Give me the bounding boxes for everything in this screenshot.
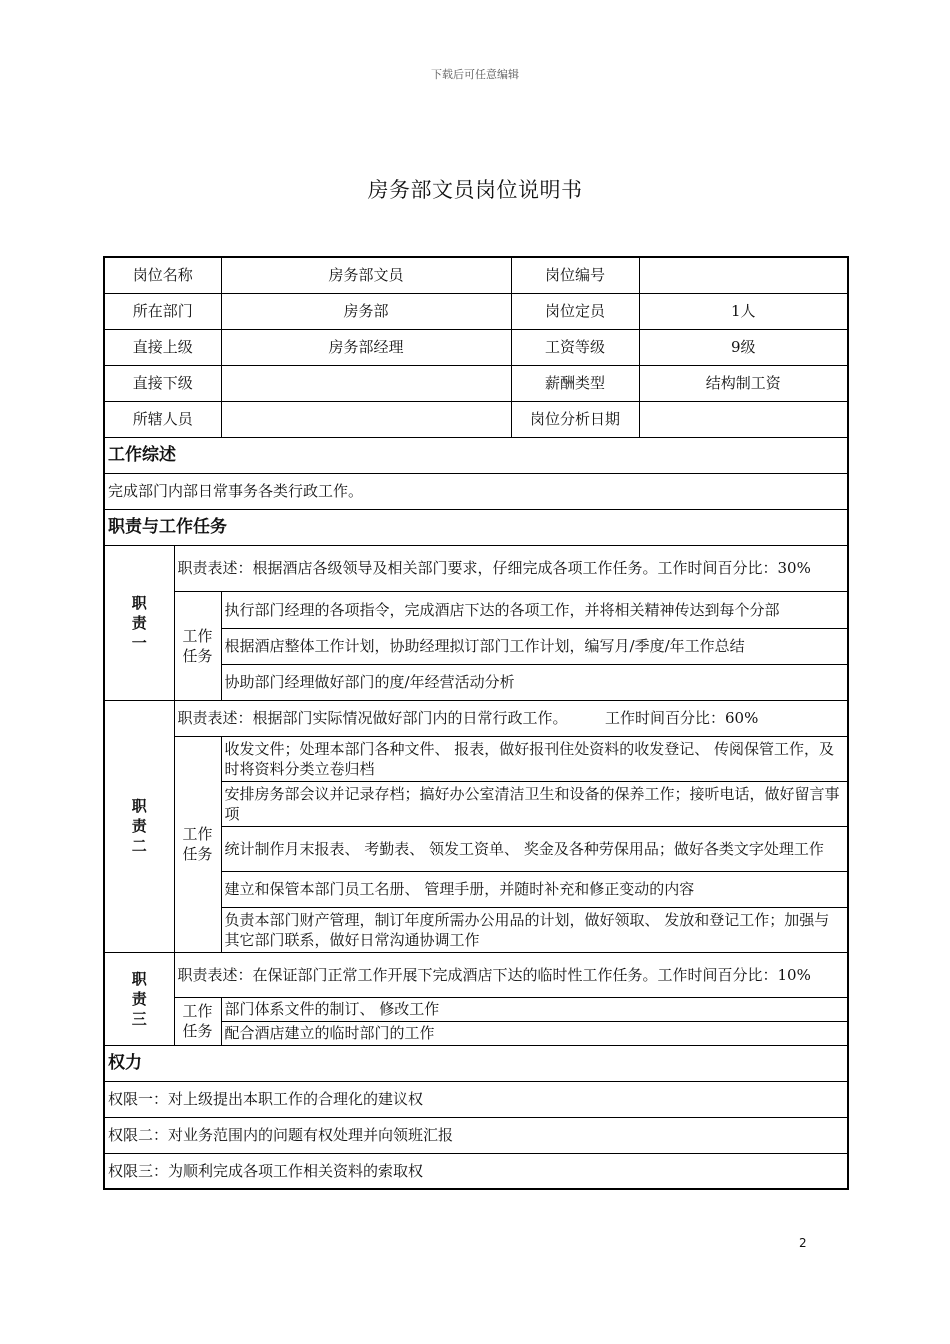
duty-3-label — [104, 952, 174, 1045]
duty-2-task: 安排房务部会议并记录存档；搞好办公室清洁卫生和设备的保养工作；接听电话，做好留言事项 — [221, 781, 848, 826]
job-description-table — [103, 256, 849, 1190]
grade-label: 工资等级 — [511, 329, 639, 365]
duty-1-label-char: 责 — [131, 613, 147, 632]
authority-item: 权限一：对上级提出本职工作的合理化的建议权 — [104, 1081, 848, 1117]
duty-1-label-char: 一 — [131, 633, 147, 652]
summary-text: 完成部门内部日常事务各类行政工作。 — [104, 473, 848, 509]
task-label-line: 工作 — [182, 825, 213, 843]
dept-label: 所在部门 — [104, 293, 221, 329]
authority-item: 权限二：对业务范围内的问题有权处理并向领班汇报 — [104, 1117, 848, 1153]
info-row — [104, 329, 848, 365]
info-row — [104, 365, 848, 401]
duty-3-task-label — [174, 997, 221, 1045]
page-title: 房务部文员岗位说明书 — [367, 178, 583, 202]
duty-1-task-label — [174, 591, 221, 700]
task-label-line: 任务 — [182, 646, 213, 665]
superior-value: 房务部经理 — [221, 329, 511, 365]
pay-type-value: 结构制工资 — [639, 365, 848, 401]
task-label-line: 工作 — [182, 626, 213, 645]
task-label-line: 任务 — [182, 1022, 213, 1040]
duty-2-task: 建立和保管本部门员工名册、 管理手册，并随时补充和修正变动的内容 — [221, 871, 848, 907]
duty-1-task: 执行部门经理的各项指令，完成酒店下达的各项工作，并将相关精神传达到每个分部 — [221, 591, 848, 628]
info-row — [104, 293, 848, 329]
post-name-label: 岗位名称 — [104, 257, 221, 293]
grade-value: 9级 — [639, 329, 848, 365]
duty-3-label-char: 三 — [131, 1009, 147, 1028]
duty-2-label-char: 责 — [131, 817, 147, 835]
header-note: 下载后可任意编辑 — [431, 68, 519, 81]
staff-label: 所辖人员 — [104, 401, 221, 437]
quota-label: 岗位定员 — [511, 293, 639, 329]
info-row — [104, 401, 848, 437]
duty-2-label-char: 二 — [131, 837, 147, 855]
duty-2-statement: 职责表述：根据部门实际情况做好部门内的日常行政工作。 工作时间百分比：60% — [174, 700, 848, 736]
summary-heading: 工作综述 — [104, 437, 848, 473]
duty-1-task: 根据酒店整体工作计划，协助经理拟订部门工作计划，编写月/季度/年工作总结 — [221, 628, 848, 664]
duty-3-statement: 职责表述：在保证部门正常工作开展下完成酒店下达的临时性工作任务。工作时间百分比：10% — [174, 952, 848, 997]
analysis-date-label: 岗位分析日期 — [511, 401, 639, 437]
staff-value — [221, 401, 511, 437]
subordinate-label: 直接下级 — [104, 365, 221, 401]
task-label-line: 工作 — [182, 1002, 213, 1020]
duty-1-task: 协助部门经理做好部门的度/年经营活动分析 — [221, 664, 848, 700]
dept-value: 房务部 — [221, 293, 511, 329]
authority-item: 权限三：为顺利完成各项工作相关资料的索取权 — [104, 1153, 848, 1189]
duty-2-task: 收发文件；处理本部门各种文件、 报表，做好报刊住处资料的收发登记、 传阅保管工作，及时将资料分类立卷归档 — [221, 736, 848, 781]
duty-2-label — [104, 700, 174, 952]
duty-3-task: 配合酒店建立的临时部门的工作 — [221, 1021, 848, 1045]
duty-3-label-char: 责 — [131, 989, 147, 1008]
task-label-line: 任务 — [182, 845, 213, 863]
authority-heading: 权力 — [104, 1045, 848, 1081]
duty-1-label-char: 职 — [131, 593, 147, 612]
pay-type-label: 薪酬类型 — [511, 365, 639, 401]
subordinate-value — [221, 365, 511, 401]
superior-label: 直接上级 — [104, 329, 221, 365]
info-row — [104, 257, 848, 293]
post-code-label: 岗位编号 — [511, 257, 639, 293]
duties-heading: 职责与工作任务 — [104, 509, 848, 545]
duty-2-task: 统计制作月末报表、 考勤表、 领发工资单、 奖金及各种劳保用品；做好各类文字处理工作 — [221, 826, 848, 871]
post-name-value: 房务部文员 — [221, 257, 511, 293]
duty-2-task-label — [174, 736, 221, 952]
duty-2-task: 负责本部门财产管理，制订年度所需办公用品的计划，做好领取、 发放和登记工作；加强与其它部门联系，做好日常沟通协调工作 — [221, 907, 848, 952]
post-code-value — [639, 257, 848, 293]
duty-1-statement: 职责表述：根据酒店各级领导及相关部门要求，仔细完成各项工作任务。工作时间百分比：30% — [174, 545, 848, 591]
duty-3-label-char: 职 — [131, 969, 147, 988]
duty-3-task: 部门体系文件的制订、 修改工作 — [221, 997, 848, 1021]
analysis-date-value — [639, 401, 848, 437]
duty-2-label-char: 职 — [131, 797, 147, 815]
quota-value: 1人 — [639, 293, 848, 329]
page-number: 2 — [799, 1236, 807, 1250]
duty-1-label — [104, 545, 174, 700]
